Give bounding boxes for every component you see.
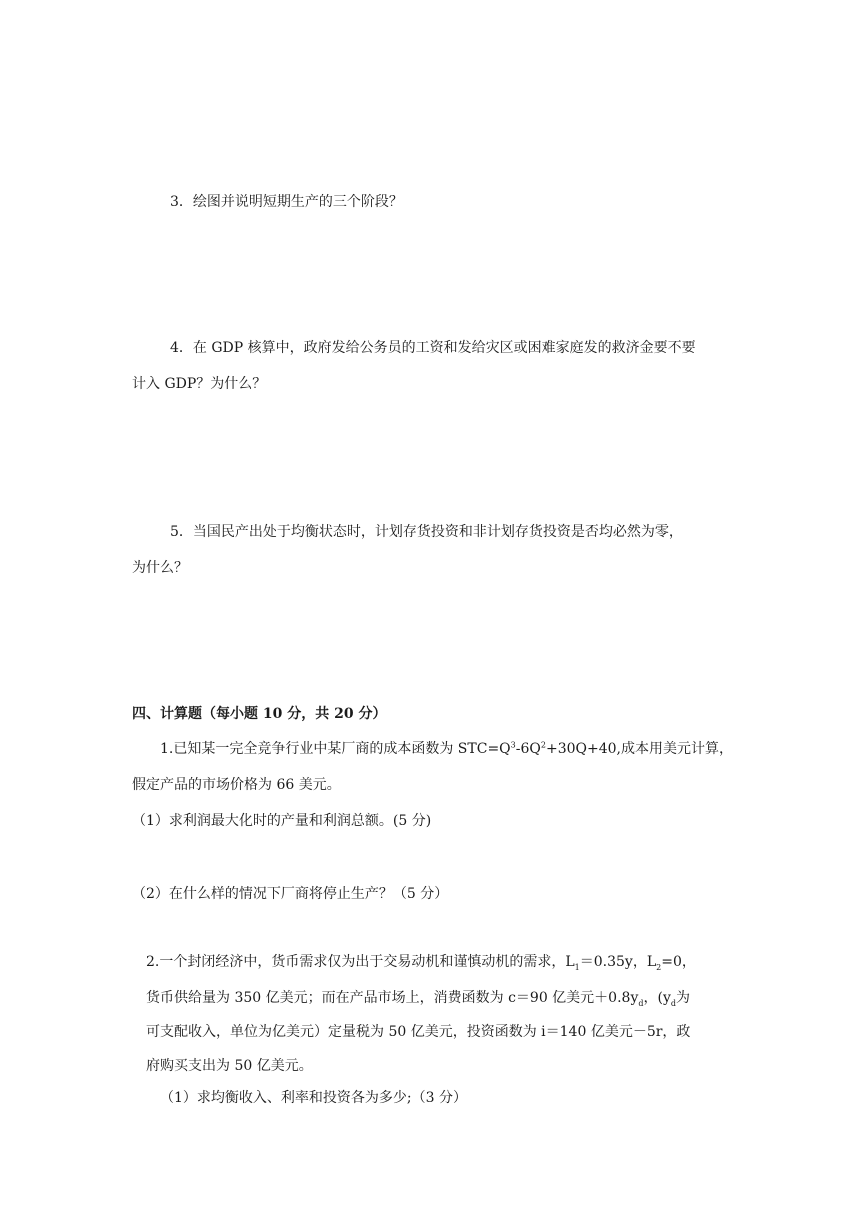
problem-2-line-2 <box>146 988 690 1008</box>
section-4-heading: 四、计算题（每小题 10 分，共 20 分） <box>132 706 387 722</box>
subscript-1: 1 <box>574 962 580 972</box>
problem-1-subquestion-2: （2）在什么样的情况下厂商将停止生产？（5 分） <box>132 886 449 902</box>
question-5-line-1: 5．当国民产出处于均衡状态时，计划存货投资和非计划存货投资是否均必然为零， <box>170 524 683 540</box>
problem-2-line-3: 可支配收入，单位为亿美元）定量税为 50 亿美元，投资函数为 i＝140 亿美元－5r，政 <box>146 1024 691 1040</box>
problem-2-text-2c: 为 <box>675 990 690 1006</box>
problem-1-text-b: -6Q <box>515 741 541 757</box>
exponent-2: 2 <box>540 740 546 750</box>
problem-1-line-1 <box>160 739 733 759</box>
problem-2-text-1a: 2.一个封闭经济中，货币需求仅为出于交易动机和谨慎动机的需求，L <box>146 954 575 970</box>
problem-1-subquestion-1: （1）求利润最大化时的产量和利润总额。(5 分) <box>132 813 432 829</box>
problem-2-line-1 <box>146 952 696 972</box>
question-5-line-2: 为什么？ <box>132 560 188 576</box>
problem-2-text-1b: ＝0.35y，L <box>579 954 657 970</box>
problem-2-text-2b: ，(y <box>643 990 671 1006</box>
problem-2-subquestion-1: （1）求均衡收入、利率和投资各为多少;（3 分） <box>160 1090 467 1106</box>
problem-2-line-4: 府购买支出为 50 亿美元。 <box>146 1058 313 1074</box>
subscript-d-2: d <box>670 998 676 1008</box>
problem-1-text-c: +30Q+40,成本用美元计算， <box>545 741 733 757</box>
question-4-line-1: 4．在 GDP 核算中，政府发给公务员的工资和发给灾区或困难家庭发的救济金要不要 <box>170 340 696 356</box>
subscript-d: d <box>638 998 644 1008</box>
question-3: 3．绘图并说明短期生产的三个阶段？ <box>170 194 403 210</box>
problem-1-line-2: 假定产品的市场价格为 66 美元。 <box>132 777 341 793</box>
question-4-line-2: 计入 GDP？为什么？ <box>132 376 267 392</box>
subscript-2: 2 <box>656 962 662 972</box>
problem-1-text-a: 1.已知某一完全竞争行业中某厂商的成本函数为 STC=Q <box>160 741 511 757</box>
exponent-3: 3 <box>510 740 516 750</box>
problem-2-text-1c: =0， <box>661 954 696 970</box>
problem-2-text-2a: 货币供给量为 350 亿美元；而在产品市场上，消费函数为 c＝90 亿美元＋0.8y <box>146 990 639 1006</box>
